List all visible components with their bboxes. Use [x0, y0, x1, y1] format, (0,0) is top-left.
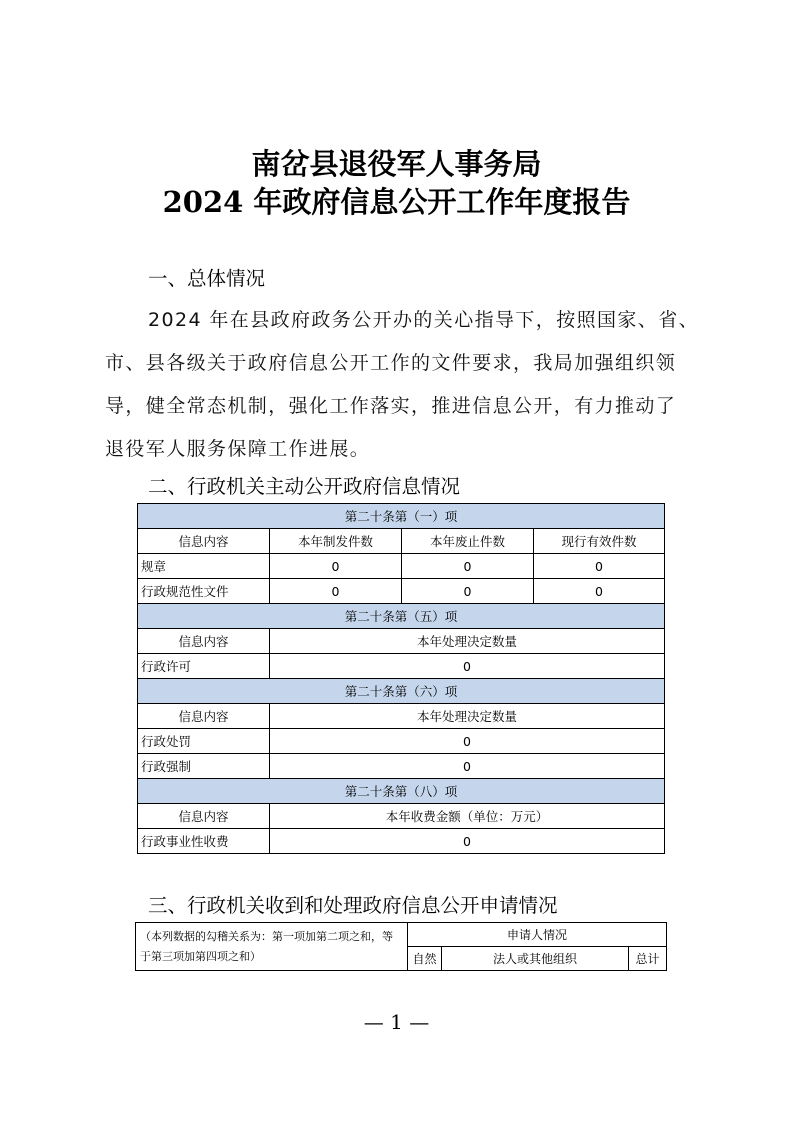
section1-paragraph-line: 市、县各级关于政府信息公开工作的文件要求，我局加强组织领 [105, 352, 677, 374]
column-header: 信息内容 [138, 704, 270, 729]
section1-heading: 一、总体情况 [148, 267, 266, 290]
table-row [138, 754, 665, 779]
table-cell: 0 [402, 579, 534, 604]
row-label: 行政规范性文件 [138, 579, 270, 604]
table-cell: 0 [270, 729, 665, 754]
table-cell: 0 [270, 579, 402, 604]
row-label: 行政事业性收费 [138, 829, 270, 854]
column-header: 信息内容 [138, 529, 270, 554]
column-header: 本年制发件数 [270, 529, 402, 554]
row-label: 行政许可 [138, 654, 270, 679]
table-row [138, 579, 665, 604]
section-header: 第二十条第（八）项 [138, 779, 665, 804]
table-cell: 0 [270, 654, 665, 679]
report-title-line2: 2024 年政府信息公开工作年度报告 [162, 185, 631, 219]
table-row [138, 554, 665, 579]
table-row [138, 729, 665, 754]
column-header: 法人或其他组织 [442, 947, 629, 971]
column-header: 信息内容 [138, 629, 270, 654]
section-header: 第二十条第（一）项 [138, 504, 665, 529]
column-header: 本年收费金额（单位：万元） [270, 804, 665, 829]
column-header: 自然 [408, 947, 442, 971]
column-header: 本年处理决定数量 [270, 629, 665, 654]
column-header: 申请人情况 [408, 923, 667, 947]
column-header: 本年废止件数 [402, 529, 534, 554]
section-header: 第二十条第（六）项 [138, 679, 665, 704]
column-header: 总计 [629, 947, 667, 971]
table-row [138, 654, 665, 679]
reconciliation-note: （本列数据的勾稽关系为：第一项加第二项之和，等于第三项加第四项之和） [136, 923, 408, 971]
section3-heading: 三、行政机关收到和处理政府信息公开申请情况 [148, 894, 558, 917]
section-header: 第二十条第（五）项 [138, 604, 665, 629]
row-label: 规章 [138, 554, 270, 579]
row-label: 行政处罚 [138, 729, 270, 754]
table-cell: 0 [402, 554, 534, 579]
section1-paragraph-line: 2024 年在县政府政务公开办的关心指导下，按照国家、省、 [148, 309, 699, 331]
section1-paragraph-line: 导，健全常态机制，强化工作落实，推进信息公开，有力推动了 [105, 395, 677, 417]
column-header: 信息内容 [138, 804, 270, 829]
table-cell: 0 [534, 554, 665, 579]
column-header: 现行有效件数 [534, 529, 665, 554]
table-cell: 0 [534, 579, 665, 604]
application-table [135, 922, 667, 971]
row-label: 行政强制 [138, 754, 270, 779]
report-title-line1: 南岔县退役军人事务局 [251, 147, 542, 181]
table-cell: 0 [270, 754, 665, 779]
section1-paragraph-line: 退役军人服务保障工作进展。 [105, 438, 371, 460]
table-cell: 0 [270, 554, 402, 579]
column-header: 本年处理决定数量 [270, 704, 665, 729]
table-row [138, 829, 665, 854]
page-number: — 1 — [363, 1010, 430, 1034]
proactive-disclosure-table [137, 503, 665, 854]
section2-heading: 二、行政机关主动公开政府信息情况 [148, 475, 461, 498]
table-cell: 0 [270, 829, 665, 854]
